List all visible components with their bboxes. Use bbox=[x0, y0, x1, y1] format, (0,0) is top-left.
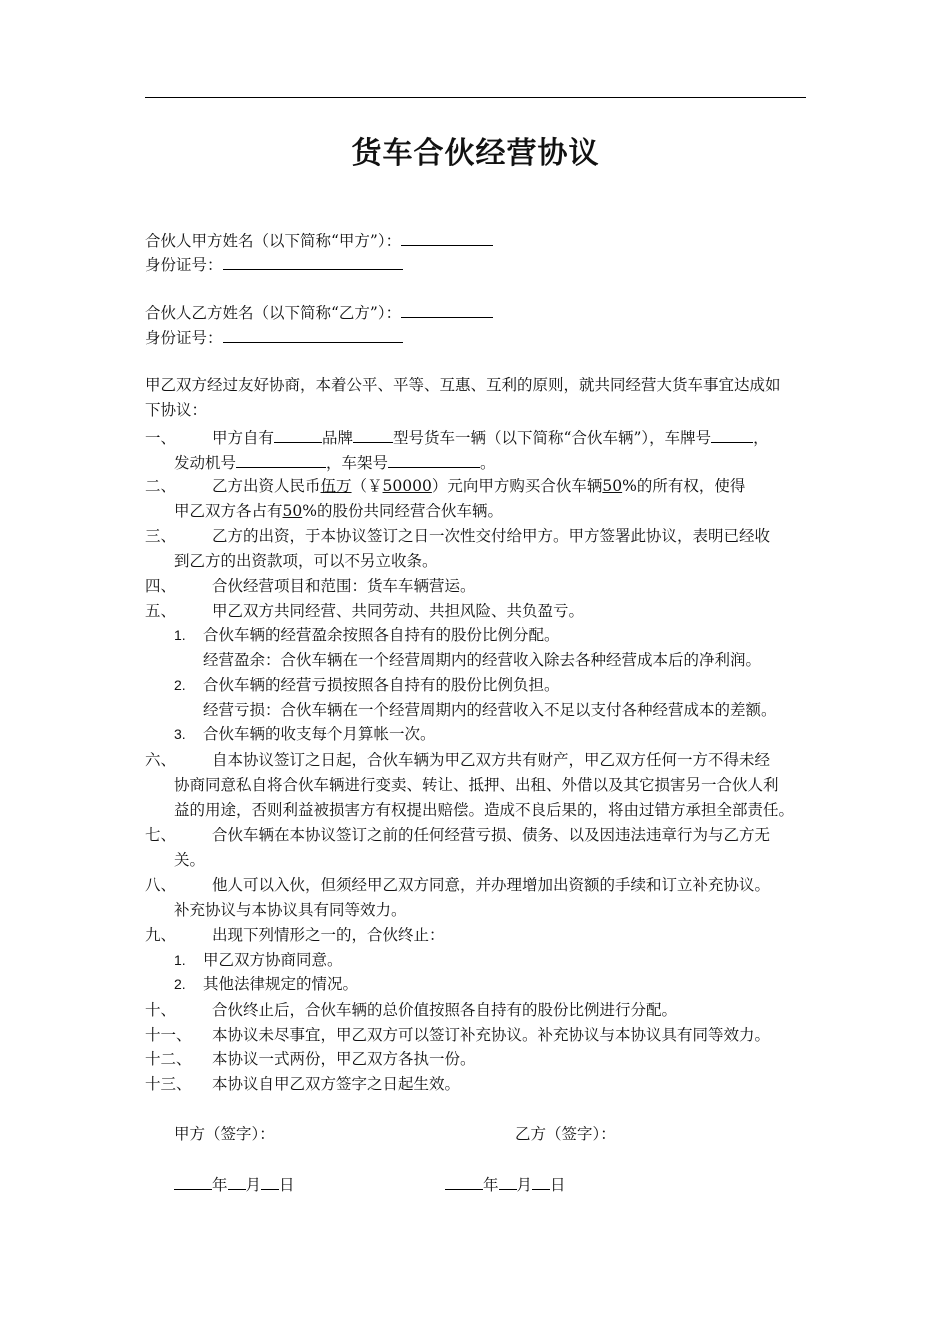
document-title: 货车合伙经营协议 bbox=[351, 136, 600, 171]
clause-text: 本协议未尽事宜，甲乙双方可以签订补充协议。补充协议与本协议具有同等效力。 bbox=[212, 1026, 771, 1044]
party-b-id-field[interactable] bbox=[223, 326, 403, 343]
clause-2 bbox=[145, 476, 745, 496]
party-b-year-field[interactable] bbox=[445, 1173, 483, 1190]
clause-text: 品牌 bbox=[322, 429, 354, 447]
frame-number-field[interactable] bbox=[388, 451, 480, 468]
header-rule bbox=[145, 97, 806, 98]
clause-8 bbox=[145, 875, 770, 895]
clause-5-item-1 bbox=[174, 625, 560, 645]
clause-text: 他人可以入伙，但须经甲乙双方同意，并办理增加出资额的手续和订立补充协议。 bbox=[212, 876, 771, 894]
party-b-id-line bbox=[145, 326, 403, 348]
clause-1 bbox=[145, 426, 769, 448]
clause-text: ，车架号 bbox=[326, 454, 389, 472]
party-b-month-field[interactable] bbox=[499, 1173, 517, 1190]
clause-9 bbox=[145, 925, 445, 945]
party-b-id-label: 身份证号： bbox=[145, 329, 223, 347]
clause-7 bbox=[145, 825, 770, 845]
clause-11 bbox=[145, 1025, 770, 1045]
clause-text: 本协议一式两份，甲乙双方各执一份。 bbox=[212, 1050, 476, 1068]
clause-text: %的所有权，使得 bbox=[622, 477, 746, 495]
party-b-day-field[interactable] bbox=[532, 1173, 550, 1190]
day-label: 日 bbox=[279, 1176, 295, 1194]
clause-text: 甲乙双方各占有 bbox=[174, 502, 283, 520]
day-label: 日 bbox=[550, 1176, 566, 1194]
item-number: 1. bbox=[174, 627, 186, 643]
clause-6-cont-2: 益的用途，否则利益被损害方有权提出赔偿。造成不良后果的，将由过错方承担全部责任。 bbox=[174, 801, 795, 819]
clause-13 bbox=[145, 1074, 460, 1094]
party-b-name-line bbox=[145, 301, 493, 323]
party-a-name-label: 合伙人甲方姓名（以下简称“甲方”）： bbox=[145, 232, 402, 250]
clause-number: 二、 bbox=[145, 477, 177, 495]
clause-number: 十、 bbox=[145, 1001, 177, 1019]
clause-text: 型号货车一辆（以下简称“合伙车辆”），车牌号 bbox=[393, 429, 712, 447]
clause-text: 乙方出资人民币 bbox=[212, 477, 321, 495]
clause-text: 自本协议签订之日起，合伙车辆为甲乙双方共有财产，甲乙双方任何一方不得未经 bbox=[212, 751, 771, 769]
clause-5 bbox=[145, 601, 584, 621]
share-percent: 50 bbox=[282, 502, 303, 520]
clause-5-item-2-note: 经营亏损：合伙车辆在一个经营周期内的经营收入不足以支付各种经营成本的差额。 bbox=[203, 701, 777, 719]
model-field[interactable] bbox=[353, 426, 393, 443]
clause-3-cont: 到乙方的出资款项，可以不另立收条。 bbox=[174, 552, 438, 570]
amount-number: 50000 bbox=[382, 477, 432, 495]
item-number: 2. bbox=[174, 976, 186, 992]
clause-number: 七、 bbox=[145, 826, 177, 844]
clause-number: 三、 bbox=[145, 527, 177, 545]
item-number: 3. bbox=[174, 726, 186, 742]
clause-text: 。 bbox=[480, 454, 496, 472]
clause-text: 甲方自有 bbox=[212, 429, 275, 447]
clause-5-item-1-note: 经营盈余：合伙车辆在一个经营周期内的经营收入除去各种经营成本后的净利润。 bbox=[203, 651, 762, 669]
engine-number-field[interactable] bbox=[236, 451, 326, 468]
clause-9-item-1 bbox=[174, 950, 343, 970]
party-a-signature-label: 甲方（签字）： bbox=[174, 1125, 275, 1143]
party-a-day-field[interactable] bbox=[261, 1173, 279, 1190]
party-a-id-label: 身份证号： bbox=[145, 256, 223, 274]
clause-text: 合伙终止后，合伙车辆的总价值按照各自持有的股份比例进行分配。 bbox=[212, 1001, 678, 1019]
item-number: 1. bbox=[174, 952, 186, 968]
party-b-date bbox=[445, 1173, 566, 1195]
clause-4 bbox=[145, 576, 476, 596]
clause-5-item-3 bbox=[174, 724, 436, 744]
party-a-date bbox=[174, 1173, 295, 1195]
clause-10 bbox=[145, 1000, 677, 1020]
amount-chinese: 伍万 bbox=[320, 477, 352, 495]
intro-line-2: 下协议： bbox=[145, 401, 208, 419]
item-text: 合伙车辆的经营亏损按照各自持有的股份比例负担。 bbox=[203, 676, 560, 694]
party-a-name-field[interactable] bbox=[401, 229, 493, 246]
clause-text: ）元向甲方购买合伙车辆 bbox=[431, 477, 603, 495]
clause-number: 四、 bbox=[145, 577, 177, 595]
clause-text: 合伙经营项目和范围：货车车辆营运。 bbox=[212, 577, 476, 595]
clause-12 bbox=[145, 1049, 476, 1069]
item-text: 合伙车辆的经营盈余按照各自持有的股份比例分配。 bbox=[203, 626, 560, 644]
clause-3 bbox=[145, 526, 770, 546]
item-text: 合伙车辆的收支每个月算帐一次。 bbox=[203, 725, 436, 743]
item-number: 2. bbox=[174, 677, 186, 693]
party-b-name-field[interactable] bbox=[401, 301, 493, 318]
clause-8-cont: 补充协议与本协议具有同等效力。 bbox=[174, 901, 407, 919]
clause-number: 十一、 bbox=[145, 1026, 192, 1044]
clause-number: 八、 bbox=[145, 876, 177, 894]
party-a-name-line bbox=[145, 229, 493, 251]
brand-field[interactable] bbox=[274, 426, 322, 443]
clause-number: 一、 bbox=[145, 429, 177, 447]
clause-number: 十二、 bbox=[145, 1050, 192, 1068]
clause-number: 十三、 bbox=[145, 1075, 192, 1093]
clause-text: 本协议自甲乙双方签字之日起生效。 bbox=[212, 1075, 461, 1093]
item-text: 甲乙双方协商同意。 bbox=[203, 951, 343, 969]
year-label: 年 bbox=[483, 1176, 499, 1194]
clause-number: 五、 bbox=[145, 602, 177, 620]
clause-number: 九、 bbox=[145, 926, 177, 944]
party-b-name-label: 合伙人乙方姓名（以下简称“乙方”）： bbox=[145, 304, 402, 322]
party-a-id-line bbox=[145, 253, 403, 275]
clause-5-item-2 bbox=[174, 675, 560, 695]
intro-line-1: 甲乙双方经过友好协商，本着公平、平等、互惠、互利的原则，就共同经营大货车事宜达成如 bbox=[145, 376, 781, 394]
clause-6 bbox=[145, 750, 770, 770]
clause-text: ， bbox=[753, 429, 769, 447]
clause-number: 六、 bbox=[145, 751, 177, 769]
clause-1-cont bbox=[174, 451, 496, 473]
ownership-percent: 50 bbox=[602, 477, 623, 495]
year-label: 年 bbox=[212, 1176, 228, 1194]
party-a-month-field[interactable] bbox=[228, 1173, 246, 1190]
party-a-id-field[interactable] bbox=[223, 253, 403, 270]
clause-text: 合伙车辆在本协议签订之前的任何经营亏损、债务、以及因违法违章行为与乙方无 bbox=[212, 826, 771, 844]
month-label: 月 bbox=[245, 1176, 262, 1194]
clause-text: 发动机号 bbox=[174, 454, 237, 472]
party-b-signature-label: 乙方（签字）： bbox=[515, 1125, 616, 1143]
clause-2-cont bbox=[174, 501, 503, 521]
clause-9-item-2 bbox=[174, 974, 358, 994]
clause-text: 甲乙双方共同经营、共同劳动、共担风险、共负盈亏。 bbox=[212, 602, 585, 620]
clause-text: 出现下列情形之一的，合伙终止： bbox=[212, 926, 445, 944]
clause-text: %的股份共同经营合伙车辆。 bbox=[302, 502, 503, 520]
clause-6-cont-1: 协商同意私自将合伙车辆进行变卖、转让、抵押、出租、外借以及其它损害另一合伙人利 bbox=[174, 776, 779, 794]
clause-text: （￥ bbox=[351, 477, 383, 495]
clause-text: 乙方的出资，于本协议签订之日一次性交付给甲方。甲方签署此协议，表明已经收 bbox=[212, 527, 771, 545]
plate-number-field[interactable] bbox=[711, 426, 753, 443]
clause-7-cont: 关。 bbox=[174, 851, 206, 869]
party-a-year-field[interactable] bbox=[174, 1173, 212, 1190]
month-label: 月 bbox=[516, 1176, 533, 1194]
item-text: 其他法律规定的情况。 bbox=[203, 975, 359, 993]
